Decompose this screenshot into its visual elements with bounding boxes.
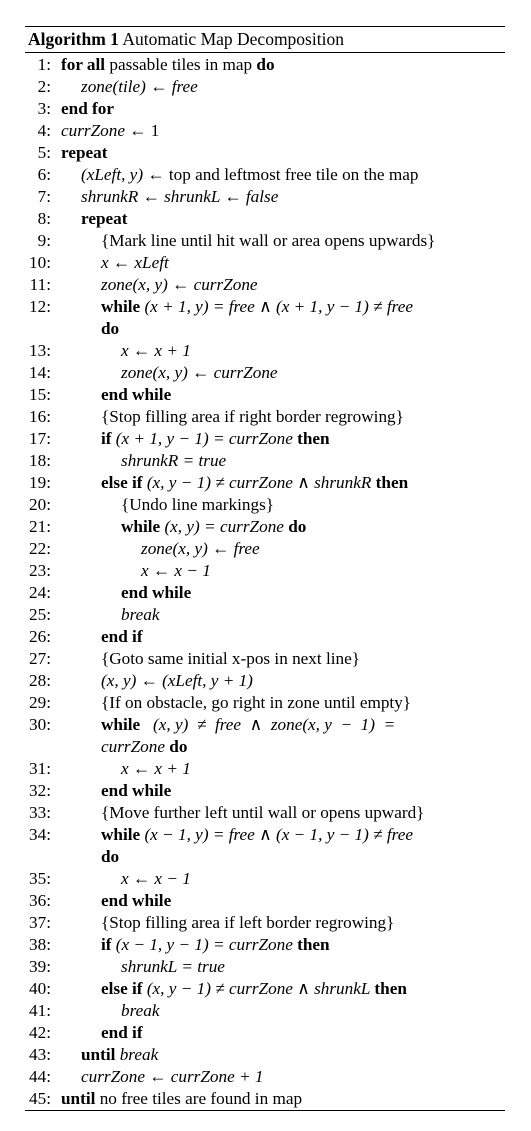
line-code [101,384,171,406]
algorithm-line [0,538,531,560]
math-expression: (x, y) ≠ free ∧ zone(x, y − 1) = [140,715,396,734]
keyword: end while [101,891,172,910]
algorithm-line [0,890,531,912]
algorithm-line [0,714,531,736]
algorithm-line [0,1066,531,1088]
line-code [101,626,143,648]
algorithm-line [0,560,531,582]
math-expression: currZone ← currZone + 1 [81,1067,264,1086]
line-code [121,450,226,472]
keyword: if [101,935,112,954]
line-number: 9: [37,231,51,250]
line-number: 40: [29,979,51,998]
keyword: then [375,473,409,492]
algorithm-line [0,692,531,714]
line-number: 12: [29,297,51,316]
line-code [121,362,278,384]
line-number: 29: [29,693,51,712]
algorithm-line [0,868,531,890]
line-code [121,758,191,780]
line-code [121,340,191,362]
line-number: 2: [37,77,51,96]
code-text: {Stop filling area if right border regrowing} [101,407,404,426]
line-number: 13: [29,341,51,360]
algorithm-line [0,120,531,142]
algorithm-line [0,230,531,252]
line-number: 4: [37,121,51,140]
line-code [141,560,211,582]
algorithm-line [0,472,531,494]
algorithm-line [0,142,531,164]
algorithm-line [0,912,531,934]
math-expression: break [121,605,160,624]
math-expression: currZone [61,121,125,140]
algorithm-line [0,252,531,274]
line-number: 31: [29,759,51,778]
algorithm-line [0,648,531,670]
line-number: 19: [29,473,51,492]
keyword: while [121,517,161,536]
math-expression: x ← xLeft [101,253,169,272]
math-expression: (x + 1, y) = free ∧ (x + 1, y − 1) ≠ free [140,297,413,316]
keyword: end while [101,385,172,404]
code-text: {Undo line markings} [121,495,275,514]
line-code [61,120,159,142]
line-code [101,692,411,714]
algorithm-label: Algorithm 1 [28,29,119,49]
code-text: {Stop filling area if left border regrowing} [101,913,395,932]
line-number: 14: [29,363,51,382]
keyword: while [101,297,141,316]
keyword: do [288,517,307,536]
algorithm-caption [28,28,344,50]
math-expression: zone(x, y) ← currZone [101,275,258,294]
keyword: until [61,1089,96,1108]
line-code [101,736,187,758]
keyword: for all [61,55,106,74]
algorithm-line [0,736,531,758]
line-number: 34: [29,825,51,844]
line-number: 6: [37,165,51,184]
math-expression: (x + 1, y − 1) = currZone [111,429,298,448]
keyword: end if [101,627,143,646]
line-number: 28: [29,671,51,690]
keyword: then [297,935,330,954]
math-expression: (x, y − 1) ≠ currZone ∧ shrunkR [142,473,376,492]
line-code [81,208,127,230]
line-code [121,1000,160,1022]
algorithm-line [0,428,531,450]
line-number: 8: [37,209,51,228]
line-number: 20: [29,495,51,514]
line-number: 24: [29,583,51,602]
algorithm-line [0,978,531,1000]
keyword: end while [121,583,192,602]
math-expression: zone(tile) ← free [81,77,198,96]
line-code [81,76,198,98]
line-code [101,802,424,824]
code-text: {Goto same initial x-pos in next line} [101,649,360,668]
keyword: do [169,737,188,756]
math-expression: (xLeft, y) [81,165,144,184]
algorithm-line [0,1088,531,1110]
line-number: 43: [29,1045,51,1064]
math-expression: (x, y) = currZone [160,517,289,536]
algorithm-line [0,362,531,384]
line-code [101,318,119,340]
keyword: do [101,847,120,866]
algorithm-line [0,802,531,824]
algorithm-line [0,384,531,406]
math-expression: (x − 1, y − 1) = currZone [111,935,298,954]
line-code [101,274,258,296]
algorithm-line [0,604,531,626]
algorithm-line [0,54,531,76]
line-code [61,1088,302,1110]
code-text: {If on obstacle, go right in zone until empty} [101,693,412,712]
math-expression: shrunkL = true [121,957,225,976]
line-code [121,494,274,516]
line-number: 39: [29,957,51,976]
keyword: until [81,1045,116,1064]
keyword: end for [61,99,114,118]
line-code [81,1066,264,1088]
line-code [121,868,191,890]
algorithm-line [0,626,531,648]
keyword: end while [101,781,172,800]
line-code [121,604,160,626]
math-expression: (x, y) ← (xLeft, y + 1) [101,671,253,690]
code-text: passable tiles in map [105,55,257,74]
line-number: 27: [29,649,51,668]
code-text: {Mark line until hit wall or area opens upwards} [101,231,436,250]
algorithm-line [0,780,531,802]
line-number: 42: [29,1023,51,1042]
line-number: 30: [29,715,51,734]
keyword: then [374,979,407,998]
keyword: while [101,825,141,844]
algorithm-line [0,758,531,780]
line-number: 38: [29,935,51,954]
line-number: 41: [29,1001,51,1020]
line-code [101,648,360,670]
code-text: ← top and leftmost free tile on the map [143,165,419,184]
line-number: 32: [29,781,51,800]
line-code [61,98,114,120]
math-expression: currZone [101,737,170,756]
keyword: if [101,429,112,448]
code-text: {Move further left until wall or opens upward} [101,803,425,822]
line-number: 21: [29,517,51,536]
algorithm-line [0,670,531,692]
line-number: 45: [29,1089,51,1108]
line-code [101,978,407,1000]
line-code [101,472,408,494]
math-expression: break [115,1045,159,1064]
algorithm-line [0,934,531,956]
line-code [81,1044,158,1066]
line-code [101,780,171,802]
algorithm-line [0,186,531,208]
line-code [141,538,260,560]
algorithm-line [0,1044,531,1066]
top-rule [25,26,505,27]
line-number: 15: [29,385,51,404]
math-expression: x ← x − 1 [121,869,191,888]
math-expression: zone(x, y) ← free [141,539,260,558]
line-code [101,714,395,736]
math-expression: zone(x, y) ← currZone [121,363,278,382]
line-code [101,230,435,252]
line-number: 23: [29,561,51,580]
keyword: else if [101,473,143,492]
line-code [121,956,225,978]
algorithm-line [0,824,531,846]
line-code [101,824,413,846]
algorithm-line [0,1022,531,1044]
line-code [101,252,169,274]
math-expression: x ← x − 1 [141,561,211,580]
algorithm-line [0,1000,531,1022]
line-number: 26: [29,627,51,646]
math-expression: shrunkR = true [121,451,227,470]
line-code [101,296,413,318]
line-number: 18: [29,451,51,470]
line-code [101,934,330,956]
line-code [81,164,418,186]
line-number: 44: [29,1067,51,1086]
keyword: repeat [81,209,128,228]
caption-rule [25,52,505,53]
algorithm-line [0,98,531,120]
algorithm-line [0,340,531,362]
algorithm-line [0,956,531,978]
line-code [121,516,306,538]
line-number: 36: [29,891,51,910]
algorithm-line [0,76,531,98]
keyword: do [256,55,275,74]
line-number: 35: [29,869,51,888]
line-code [101,670,253,692]
line-code [121,582,191,604]
keyword: do [101,319,120,338]
line-number: 11: [29,275,51,294]
keyword: end if [101,1023,143,1042]
math-expression: shrunkR ← shrunkL ← false [81,187,279,206]
keyword: repeat [61,143,108,162]
math-expression: (x − 1, y) = free ∧ (x − 1, y − 1) ≠ free [140,825,413,844]
line-number: 7: [37,187,51,206]
line-number: 5: [37,143,51,162]
code-text: no free tiles are found in map [95,1089,303,1108]
keyword: then [297,429,330,448]
algorithm-line [0,164,531,186]
algorithm-line [0,450,531,472]
code-text: ← 1 [124,121,160,140]
algorithm-line [0,846,531,868]
algorithm-line [0,318,531,340]
line-code [61,54,275,76]
line-number: 16: [29,407,51,426]
line-code [101,846,119,868]
line-code [101,428,330,450]
line-number: 37: [29,913,51,932]
line-number: 33: [29,803,51,822]
line-number: 25: [29,605,51,624]
math-expression: x ← x + 1 [121,341,191,360]
math-expression: (x, y − 1) ≠ currZone ∧ shrunkL [142,979,375,998]
keyword: while [101,715,141,734]
algorithm-line [0,208,531,230]
math-expression: break [121,1001,160,1020]
math-expression: x ← x + 1 [121,759,191,778]
line-code [101,890,171,912]
algorithm-line [0,274,531,296]
line-code [101,406,404,428]
keyword: else if [101,979,143,998]
line-code [101,912,394,934]
line-code [61,142,107,164]
line-number: 1: [37,55,51,74]
line-number: 22: [29,539,51,558]
line-number: 10: [29,253,51,272]
bottom-rule [25,1110,505,1111]
line-code [81,186,278,208]
algorithm-line [0,494,531,516]
algorithm-title: Automatic Map Decomposition [122,29,344,49]
line-number: 3: [37,99,51,118]
line-number: 17: [29,429,51,448]
algorithm-line [0,582,531,604]
line-code [101,1022,143,1044]
algorithm-line [0,406,531,428]
algorithm-line [0,516,531,538]
algorithm-line [0,296,531,318]
